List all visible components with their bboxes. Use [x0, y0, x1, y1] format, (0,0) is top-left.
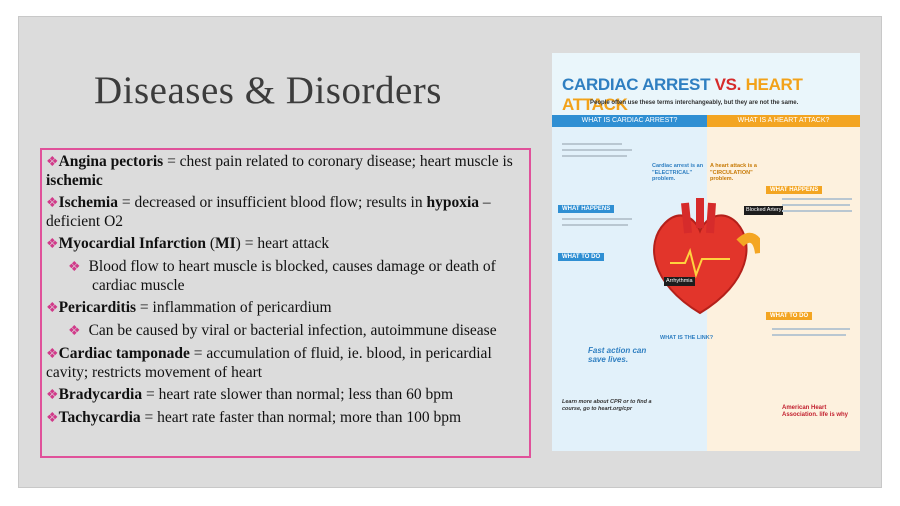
slide-title: Diseases & Disorders	[94, 69, 442, 112]
sub-bullet-item	[68, 258, 521, 295]
text-line	[562, 224, 628, 226]
definition-text: Can be caused by viral or bacterial infection, autoimmune disease	[88, 322, 497, 339]
title-cardiac-arrest: CARDIAC ARREST	[562, 75, 711, 94]
bullet-diamond-icon: ❖	[46, 301, 59, 316]
infographic	[552, 53, 860, 451]
definition-text: = accumulation of fluid, ie. blood, in pericardial cavity; restricts movement of heart	[46, 345, 492, 381]
bullet-item	[46, 153, 521, 190]
fast-action: Fast action can save lives.	[588, 346, 647, 364]
bullet-item	[46, 299, 521, 318]
bullet-diamond-icon: ❖	[46, 388, 59, 403]
text-line	[772, 328, 850, 330]
definition-text: = chest pain related to coronary disease; heart muscle is	[163, 153, 513, 170]
bullet-item	[46, 386, 521, 405]
title-heart-attack: HEART ATTACK	[562, 75, 803, 114]
bullet-item	[46, 345, 521, 382]
term: Myocardial Infarction	[58, 235, 206, 252]
aha-logo: American Heart Association. life is why	[782, 405, 849, 418]
circulation-note: A heart attack is a "CIRCULATION" problem.	[710, 163, 757, 182]
text-line	[782, 204, 850, 206]
text-line	[772, 334, 846, 336]
text-line	[562, 155, 627, 157]
definition-text: ) = heart attack	[235, 235, 330, 252]
term: ischemic	[46, 172, 103, 189]
right-what-happens: WHAT HAPPENS	[766, 186, 822, 194]
definition-text: (	[205, 235, 215, 252]
term: Tachycardia	[58, 409, 141, 426]
arrhythmia-label: Arrhythmia	[666, 278, 693, 284]
bullet-item	[46, 194, 521, 231]
title-vs: VS.	[714, 75, 742, 94]
term: MI	[215, 235, 236, 252]
right-header: WHAT IS A HEART ATTACK?	[707, 115, 860, 127]
term: hypoxia	[426, 194, 480, 211]
text-line	[782, 210, 852, 212]
electrical-note: Cardiac arrest is an "ELECTRICAL" problem.	[652, 163, 704, 182]
term: Ischemia	[58, 194, 118, 211]
infographic-subtitle: People often use these terms interchangeably, but they are not the same.	[590, 100, 799, 106]
content-box	[40, 148, 531, 458]
bullet-diamond-icon: ❖	[68, 260, 81, 275]
blocked-artery-label: Blocked Artery	[746, 207, 782, 213]
definition-text: Blood flow to heart muscle is blocked, causes damage or death of cardiac muscle	[88, 258, 496, 294]
right-what-to-do: WHAT TO DO	[766, 312, 812, 320]
definition-text: = decreased or insufficient blood flow; results in	[117, 194, 427, 211]
bullet-diamond-icon: ❖	[46, 196, 59, 211]
definition-text: – deficient O2	[46, 194, 491, 230]
term: Bradycardia	[58, 386, 143, 403]
link-heading: WHAT IS THE LINK?	[660, 335, 714, 341]
text-line	[782, 198, 852, 200]
bullet-diamond-icon: ❖	[46, 411, 59, 426]
bullet-item	[46, 235, 521, 254]
definition-text: = inflammation of pericardium	[136, 299, 332, 316]
left-what-happens: WHAT HAPPENS	[558, 205, 614, 213]
infographic-title	[562, 75, 860, 115]
heart-illustration	[640, 193, 760, 323]
term: Cardiac tamponade	[58, 345, 190, 362]
left-header: WHAT IS CARDIAC ARREST?	[552, 115, 707, 127]
term: Pericarditis	[58, 299, 137, 316]
bullet-item	[46, 409, 521, 428]
text-line	[562, 149, 632, 151]
bullet-diamond-icon: ❖	[46, 237, 59, 252]
definition-text: = heart rate slower than normal; less than 60 bpm	[142, 386, 454, 403]
text-line	[562, 143, 622, 145]
left-what-to-do: WHAT TO DO	[558, 253, 604, 261]
sub-bullet-item	[68, 322, 521, 341]
learn-more: Learn more about CPR or to find a course, go to heart.org/cpr	[562, 399, 652, 412]
term: Angina pectoris	[58, 153, 164, 170]
bullet-diamond-icon: ❖	[68, 324, 81, 339]
text-line	[562, 218, 632, 220]
definition-text: = heart rate faster than normal; more than 100 bpm	[140, 409, 462, 426]
bullet-diamond-icon: ❖	[46, 347, 59, 362]
bullet-diamond-icon: ❖	[46, 155, 59, 170]
